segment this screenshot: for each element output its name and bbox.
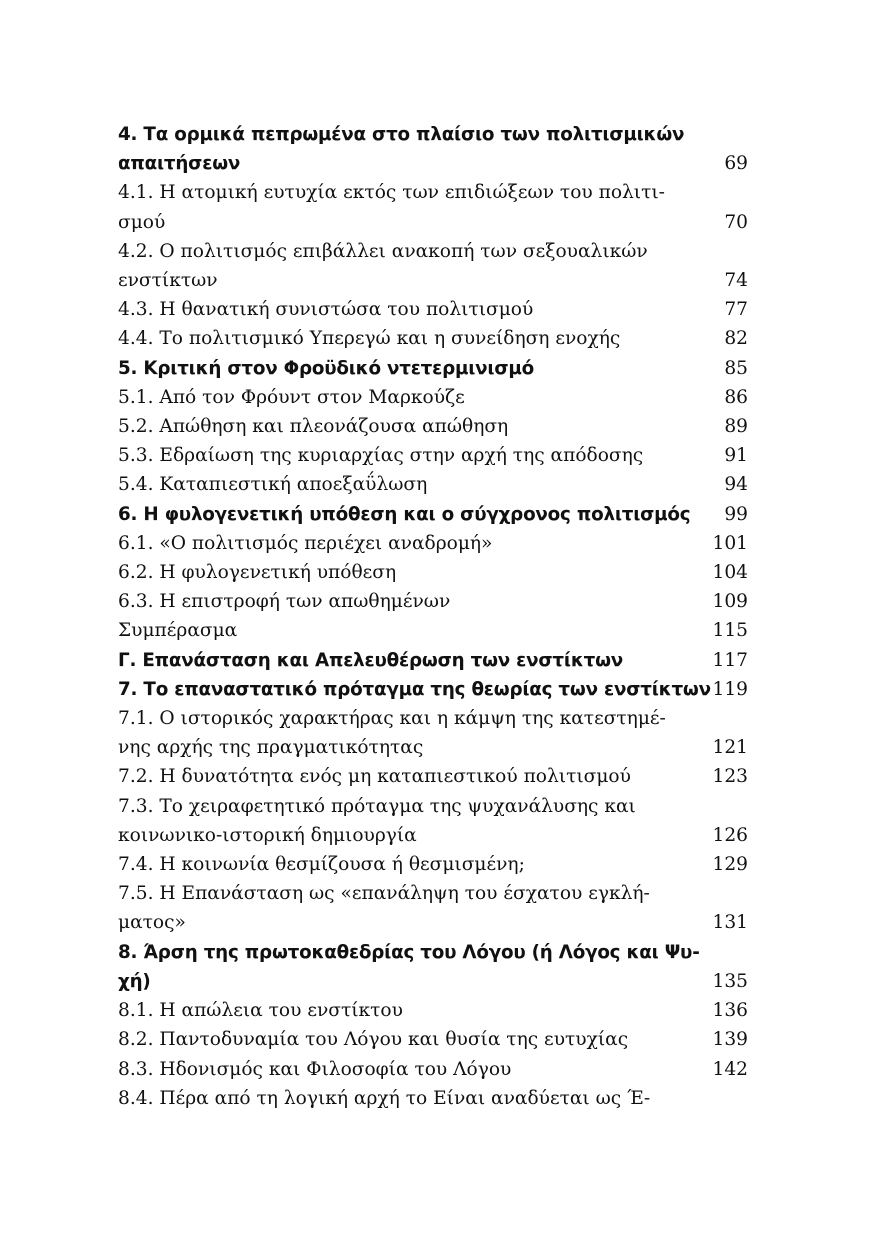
toc-section-entry — [118, 237, 758, 295]
toc-entry-title — [118, 412, 678, 441]
toc-entry-title-line: Συμπέρασμα — [118, 620, 238, 642]
toc-page-number: 91 — [724, 445, 748, 467]
toc-entry-title-line: 6.1. «Ο πολιτισμός περιέχει αναδρομή» — [118, 532, 493, 554]
toc-entry-title-line: 5.4. Καταπιεστική αποεξαΰλωση — [118, 474, 428, 496]
toc-entry-title — [118, 558, 678, 587]
toc-page-number: 77 — [724, 299, 748, 321]
toc-entry-title — [118, 879, 678, 937]
toc-entry-title-line: 6. Η φυλογενετική υπόθεση και ο σύγχρονος πολιτισμός — [118, 503, 691, 525]
toc-section-entry — [118, 1055, 758, 1084]
toc-entry-title-line: νης αρχής της πραγματικότητας — [118, 737, 424, 759]
toc-page-number: 94 — [724, 474, 748, 496]
toc-entry-title-line: 7.4. Η κοινωνία θεσμίζουσα ή θεσμισμένη; — [118, 854, 525, 876]
toc-section-entry — [118, 879, 758, 937]
toc-entry-title — [118, 616, 678, 645]
toc-page-number: 82 — [724, 328, 748, 350]
toc-entry-title — [118, 762, 678, 791]
toc-page-number: 99 — [724, 503, 748, 525]
toc-section-entry — [118, 295, 758, 324]
toc-entry-title — [118, 850, 678, 879]
toc-entry-title-line: 8.2. Παντοδυναμία του Λόγου και θυσία της ευτυχίας — [118, 1029, 629, 1051]
toc-section-entry — [118, 1084, 758, 1113]
toc-chapter-entry — [118, 675, 758, 704]
toc-entry-title-line: Γ. Επανάσταση και Απελευθέρωση των ενστίκτων — [118, 649, 624, 671]
toc-entry-title-line: 4.1. Η ατομική ευτυχία εκτός των επιδιώξεων του πολιτι- — [118, 182, 665, 204]
toc-entry-title-line: χή) — [118, 970, 151, 992]
toc-chapter-entry — [118, 646, 758, 675]
toc-entry-title — [118, 1084, 678, 1113]
toc-entry-title-line: 4.2. Ο πολιτισμός επιβάλλει ανακοπή των σεξουαλικών — [118, 240, 648, 262]
toc-page-number: 70 — [724, 211, 748, 233]
toc-entry-title-line: 4.3. Η θανατική συνιστώσα του πολιτισμού — [118, 299, 534, 321]
toc-section-entry — [118, 850, 758, 879]
toc-entry-title — [118, 441, 678, 470]
toc-entry-title — [118, 529, 678, 558]
toc-page-number: 129 — [712, 854, 748, 876]
toc-section-entry — [118, 704, 758, 762]
toc-entry-title-line: 5.1. Από τον Φρόυντ στον Μαρκούζε — [118, 386, 465, 408]
toc-page-number: 139 — [712, 1029, 748, 1051]
toc-entry-title — [118, 1055, 678, 1084]
toc-section-entry — [118, 762, 758, 791]
toc-page-number: 126 — [712, 824, 748, 846]
toc-entry-title-line: 6.3. Η επιστροφή των απωθημένων — [118, 591, 451, 613]
toc-entry-title-line: σμού — [118, 211, 166, 233]
toc-entry-title — [118, 470, 678, 499]
toc-page-number: 135 — [712, 970, 748, 992]
toc-entry-title — [118, 1025, 678, 1054]
toc-entry-title — [118, 500, 691, 529]
toc-entry-title — [118, 295, 678, 324]
toc-entry-title — [118, 996, 678, 1025]
toc-section-entry — [118, 383, 758, 412]
toc-entry-title — [118, 704, 678, 762]
toc-page-number: 142 — [712, 1058, 748, 1080]
toc-page-number: 109 — [712, 591, 748, 613]
toc-entry-title — [118, 646, 678, 675]
toc-entry-title — [118, 792, 678, 850]
toc-page-number: 89 — [724, 416, 748, 438]
toc-entry-title-line: 7.3. Το χειραφετητικό πρόταγμα της ψυχανάλυσης και — [118, 795, 636, 817]
toc-entry-title — [118, 675, 711, 704]
toc-page-number: 121 — [712, 737, 748, 759]
toc-entry-title-line: απαιτήσεων — [118, 153, 241, 175]
toc-page-number: 101 — [712, 532, 748, 554]
toc-section-entry — [118, 412, 758, 441]
toc-entry-title — [118, 178, 678, 236]
toc-chapter-entry — [118, 500, 758, 529]
toc-page-number: 104 — [712, 562, 748, 584]
toc-entry-title — [118, 383, 678, 412]
toc-page-number: 123 — [712, 766, 748, 788]
toc-entry-title — [118, 587, 678, 616]
toc-entry-title — [118, 324, 678, 353]
toc-section-entry — [118, 616, 758, 645]
toc-page-number: 85 — [724, 357, 748, 379]
toc-section-entry — [118, 470, 758, 499]
toc-entry-title — [118, 938, 700, 996]
toc-section-entry — [118, 587, 758, 616]
toc-entry-title-line: 7. Το επαναστατικό πρόταγμα της θεωρίας των ενστίκτων — [118, 678, 711, 700]
toc-entry-title-line: ματος» — [118, 912, 186, 934]
toc-section-entry — [118, 441, 758, 470]
toc-entry-title-line: κοινωνικο-ιστορική δημιουργία — [118, 824, 417, 846]
toc-entry-title — [118, 120, 685, 178]
toc-entry-title-line: 4. Τα ορμικά πεπρωμένα στο πλαίσιο των πολιτισμικών — [118, 124, 685, 145]
toc-entry-title-line: 8.3. Ηδονισμός και Φιλοσοφία του Λόγου — [118, 1058, 512, 1080]
toc-entry-title-line: 8.4. Πέρα από τη λογική αρχή το Είναι αναδύεται ως Έ- — [118, 1087, 651, 1109]
toc-entry-title-line: 7.1. Ο ιστορικός χαρακτήρας και η κάμψη της κατεστημέ- — [118, 708, 666, 730]
toc-page-number: 136 — [712, 1000, 748, 1022]
toc-section-entry — [118, 792, 758, 850]
toc-entry-title-line: 6.2. Η φυλογενετική υπόθεση — [118, 562, 397, 584]
toc-entry-title-line: ενστίκτων — [118, 270, 218, 292]
toc-chapter-entry — [118, 120, 758, 178]
toc-page-number: 115 — [712, 620, 748, 642]
toc-page-number: 131 — [712, 912, 748, 934]
toc-entry-title-line: 5. Κριτική στον Φροϋδικό ντετερμινισμό — [118, 357, 534, 379]
toc-page-number: 74 — [724, 270, 748, 292]
toc-entry-title — [118, 237, 678, 295]
toc-entry-title-line: 7.2. Η δυνατότητα ενός μη καταπιεστικού πολιτισμού — [118, 766, 631, 788]
toc-entry-title-line: 4.4. Το πολιτισμικό Υπερεγώ και η συνείδηση ενοχής — [118, 328, 621, 350]
table-of-contents — [118, 120, 758, 1113]
toc-section-entry — [118, 324, 758, 353]
toc-entry-title-line: 5.3. Εδραίωση της κυριαρχίας στην αρχή της απόδοσης — [118, 445, 644, 467]
toc-section-entry — [118, 178, 758, 236]
toc-entry-title-line: 5.2. Απώθηση και πλεονάζουσα απώθηση — [118, 416, 509, 438]
toc-entry-title-line: 8.1. Η απώλεια του ενστίκτου — [118, 1000, 403, 1022]
toc-entry-title — [118, 354, 678, 383]
toc-section-entry — [118, 558, 758, 587]
toc-section-entry — [118, 1025, 758, 1054]
toc-entry-title-line: 8. Άρση της πρωτοκαθεδρίας του Λόγου (ή Λόγος και Ψυ- — [118, 941, 700, 963]
toc-page-number: 69 — [724, 153, 748, 175]
toc-chapter-entry — [118, 938, 758, 996]
toc-entry-title-line: 7.5. Η Επανάσταση ως «επανάληψη του έσχατου εγκλή- — [118, 883, 650, 905]
toc-page-number: 119 — [712, 678, 748, 700]
toc-page-number: 86 — [724, 386, 748, 408]
toc-chapter-entry — [118, 354, 758, 383]
toc-page-number: 117 — [712, 649, 748, 671]
toc-section-entry — [118, 529, 758, 558]
toc-section-entry — [118, 996, 758, 1025]
